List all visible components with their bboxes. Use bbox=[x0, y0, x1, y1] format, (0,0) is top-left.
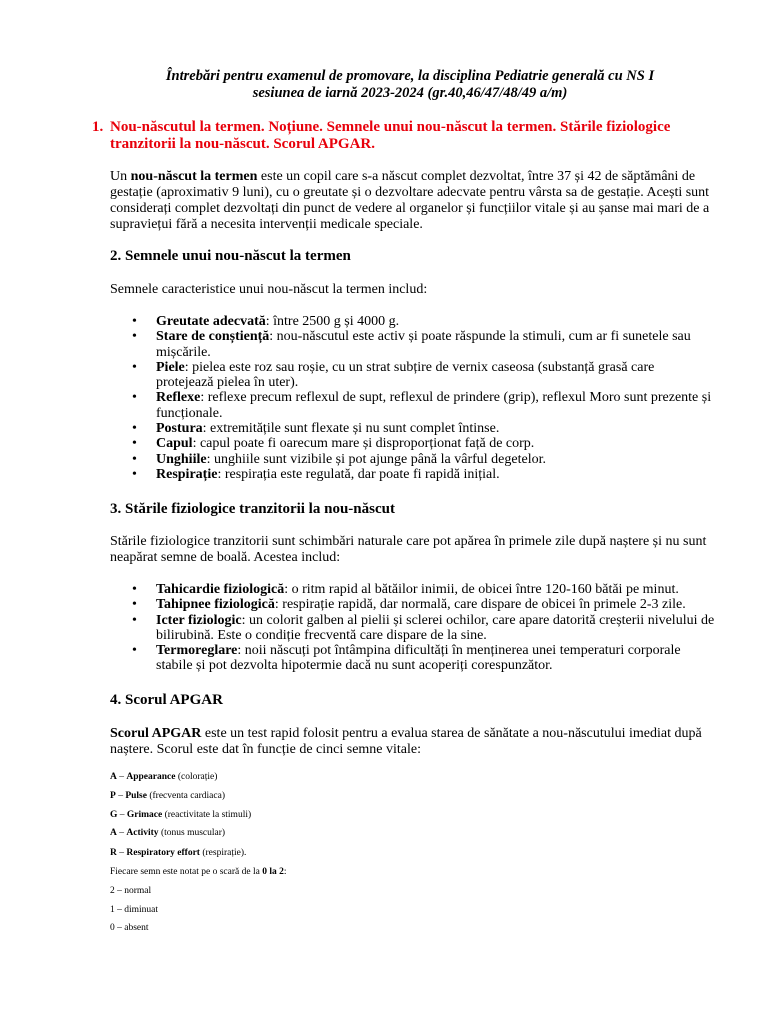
item-text: : între 2500 g și 4000 g. bbox=[265, 314, 400, 329]
header-line-2: sesiunea de iarnă 2023-2024 (gr.40,46/47/48/49 a/m) bbox=[252, 85, 568, 101]
apgar-scale-intro bbox=[110, 867, 286, 878]
apgar-criterion: P – Pulse (frecventa cardiaca) bbox=[110, 791, 225, 801]
list-item bbox=[110, 436, 715, 451]
section-3-list bbox=[110, 582, 715, 674]
criterion-letter: A bbox=[110, 828, 117, 838]
question-1 bbox=[92, 119, 712, 153]
intro-prefix: Un bbox=[110, 169, 131, 184]
criterion-desc: (colorație) bbox=[177, 772, 218, 782]
item-text: : unghiile sunt vizibile și pot ajunge până la vârful degetelor. bbox=[206, 451, 546, 467]
item-term: Tahicardie fiziologică bbox=[156, 582, 285, 597]
list-item bbox=[110, 390, 715, 421]
list-item bbox=[110, 421, 715, 436]
criterion-desc: (frecventa cardiaca) bbox=[149, 791, 225, 801]
apgar-criterion: A – Appearance (colorație) bbox=[110, 772, 218, 782]
question-1-number: 1. bbox=[92, 119, 104, 135]
item-text: : nou-născutul este activ și poate răspunde la stimuli, cum ar fi sunetele sau mișcările. bbox=[156, 329, 691, 360]
item-text: : extremitățile sunt flexate și nu sunt complet întinse. bbox=[202, 421, 500, 437]
item-text: : o ritm rapid al bătăilor inimii, de obicei între 120-160 bătăi pe minut. bbox=[284, 582, 679, 597]
list-item bbox=[110, 452, 715, 467]
item-term: Postura bbox=[156, 421, 203, 437]
section-3-heading: 3. Stările fiziologice tranzitorii la nou-născut bbox=[110, 501, 395, 517]
list-item bbox=[110, 597, 715, 612]
list-item bbox=[110, 643, 715, 674]
scale-suffix: : bbox=[283, 867, 287, 877]
list-item bbox=[110, 360, 715, 391]
item-term: Reflexe bbox=[156, 390, 201, 406]
section-4-lead bbox=[110, 726, 715, 758]
item-text: : reflexe precum reflexul de supt, reflexul de prindere (grip), reflexul Moro sunt prezente și funcționale. bbox=[156, 390, 712, 421]
criterion-name: Appearance bbox=[126, 772, 176, 782]
item-text: : un colorit galben al pielii și sclerei ochilor, care apare datorită creșterii nivelului de bilirubină. Este o condiție frecventă care dispare de la sine. bbox=[156, 612, 715, 643]
scale-range: 0 la 2 bbox=[262, 867, 284, 877]
item-term: Respirație bbox=[156, 466, 218, 482]
scale-prefix: Fiecare semn este notat pe o scară de la bbox=[110, 867, 263, 877]
apgar-criterion: G – Grimace (reactivitate la stimuli) bbox=[110, 810, 252, 820]
criterion-name: Activity bbox=[126, 828, 159, 838]
apgar-scale-item: 1 – diminuat bbox=[110, 905, 159, 915]
section-2-lead: Semnele caracteristice unui nou-născut la termen includ: bbox=[110, 282, 428, 297]
list-item bbox=[110, 582, 715, 597]
item-term: Piele bbox=[156, 359, 185, 375]
item-term: Tahipnee fiziologică bbox=[156, 597, 275, 613]
item-term: Greutate adecvată bbox=[156, 314, 266, 329]
item-term: Stare de conștiență bbox=[156, 329, 270, 345]
list-item bbox=[110, 329, 715, 360]
criterion-letter: R bbox=[110, 848, 117, 858]
item-term: Capul bbox=[156, 436, 193, 452]
criterion-name: Pulse bbox=[125, 791, 147, 801]
item-term: Unghiile bbox=[156, 451, 207, 467]
item-term: Termoreglare bbox=[156, 643, 238, 659]
section-3-lead: Stările fiziologice tranzitorii sunt schimbări naturale care pot apărea în primele zile după naștere și nu sunt neapărat semne de boală. Acestea includ: bbox=[110, 534, 707, 565]
item-term: Icter fiziologic bbox=[156, 612, 242, 628]
apgar-criterion: A – Activity (tonus muscular) bbox=[110, 828, 226, 838]
apgar-lead-rest: este un test rapid folosit pentru a evalua starea de sănătate a nou-născutului imediat după naștere. Scorul este dat în funcție de cinci semne vitale: bbox=[110, 726, 702, 757]
list-item bbox=[110, 467, 715, 482]
criterion-letter: P bbox=[110, 791, 116, 801]
item-text: : pielea este roz sau roșie, cu un strat subțire de vernix caseosa (substanță grasă care protejează pielea în uter). bbox=[156, 359, 655, 391]
apgar-scale-item: 2 – normal bbox=[110, 886, 152, 896]
apgar-term: Scorul APGAR bbox=[110, 726, 202, 741]
item-text: : respirație rapidă, dar normală, care dispare de obicei în primele 2-3 zile. bbox=[274, 597, 686, 613]
section-2-heading: 2. Semnele unui nou-născut la termen bbox=[110, 248, 351, 264]
criterion-desc: (respirație). bbox=[202, 848, 247, 858]
list-item bbox=[110, 613, 715, 644]
question-1-title: Nou-născutul la termen. Noțiune. Semnele unui nou-născut la termen. Stările fiziologice tranzitorii la nou-născut. Scorul APGAR. bbox=[110, 119, 671, 152]
apgar-scale-item: 0 – absent bbox=[110, 923, 149, 933]
criterion-name: Grimace bbox=[126, 810, 163, 820]
criterion-letter: G bbox=[110, 810, 118, 820]
item-text: : respirația este regulată, dar poate fi rapidă inițial. bbox=[217, 466, 500, 482]
intro-paragraph bbox=[110, 169, 715, 233]
section-4-heading: 4. Scorul APGAR bbox=[110, 692, 223, 708]
intro-term: nou-născut la termen bbox=[130, 169, 258, 184]
intro-rest: este un copil care s-a născut complet dezvoltat, între 37 și 42 de săptămâni de gestație (aproximativ 9 luni), cu o greutate și o dezvoltare adecvate pentru vârsta sa de gestație. Acești sunt considerați complet dezvoltați din punct de vedere al organelor și funcțiilor vitale și au șanse mai mari de a supraviețui fără a necesita intervenții medicale speciale. bbox=[110, 169, 710, 232]
list-item bbox=[110, 314, 715, 329]
item-text: : noii născuți pot întâmpina dificultăți în menținerea unei temperaturi corporale stabile și pot dezvolta hipotermie dacă nu sunt acoperiți corespunzător. bbox=[156, 643, 681, 674]
document-header bbox=[110, 68, 710, 102]
header-line-1: Întrebări pentru examenul de promovare, la disciplina Pediatrie generală cu NS I bbox=[165, 68, 655, 84]
criterion-desc: (reactivitate la stimuli) bbox=[164, 810, 252, 820]
criterion-letter: A bbox=[110, 772, 117, 782]
section-2-list bbox=[110, 314, 715, 482]
apgar-criterion: R – Respiratory effort (respirație). bbox=[110, 848, 247, 858]
criterion-desc: (tonus muscular) bbox=[160, 828, 226, 838]
criterion-name: Respiratory effort bbox=[126, 848, 200, 858]
item-text: : capul poate fi oarecum mare și disproporționat față de corp. bbox=[192, 436, 535, 452]
